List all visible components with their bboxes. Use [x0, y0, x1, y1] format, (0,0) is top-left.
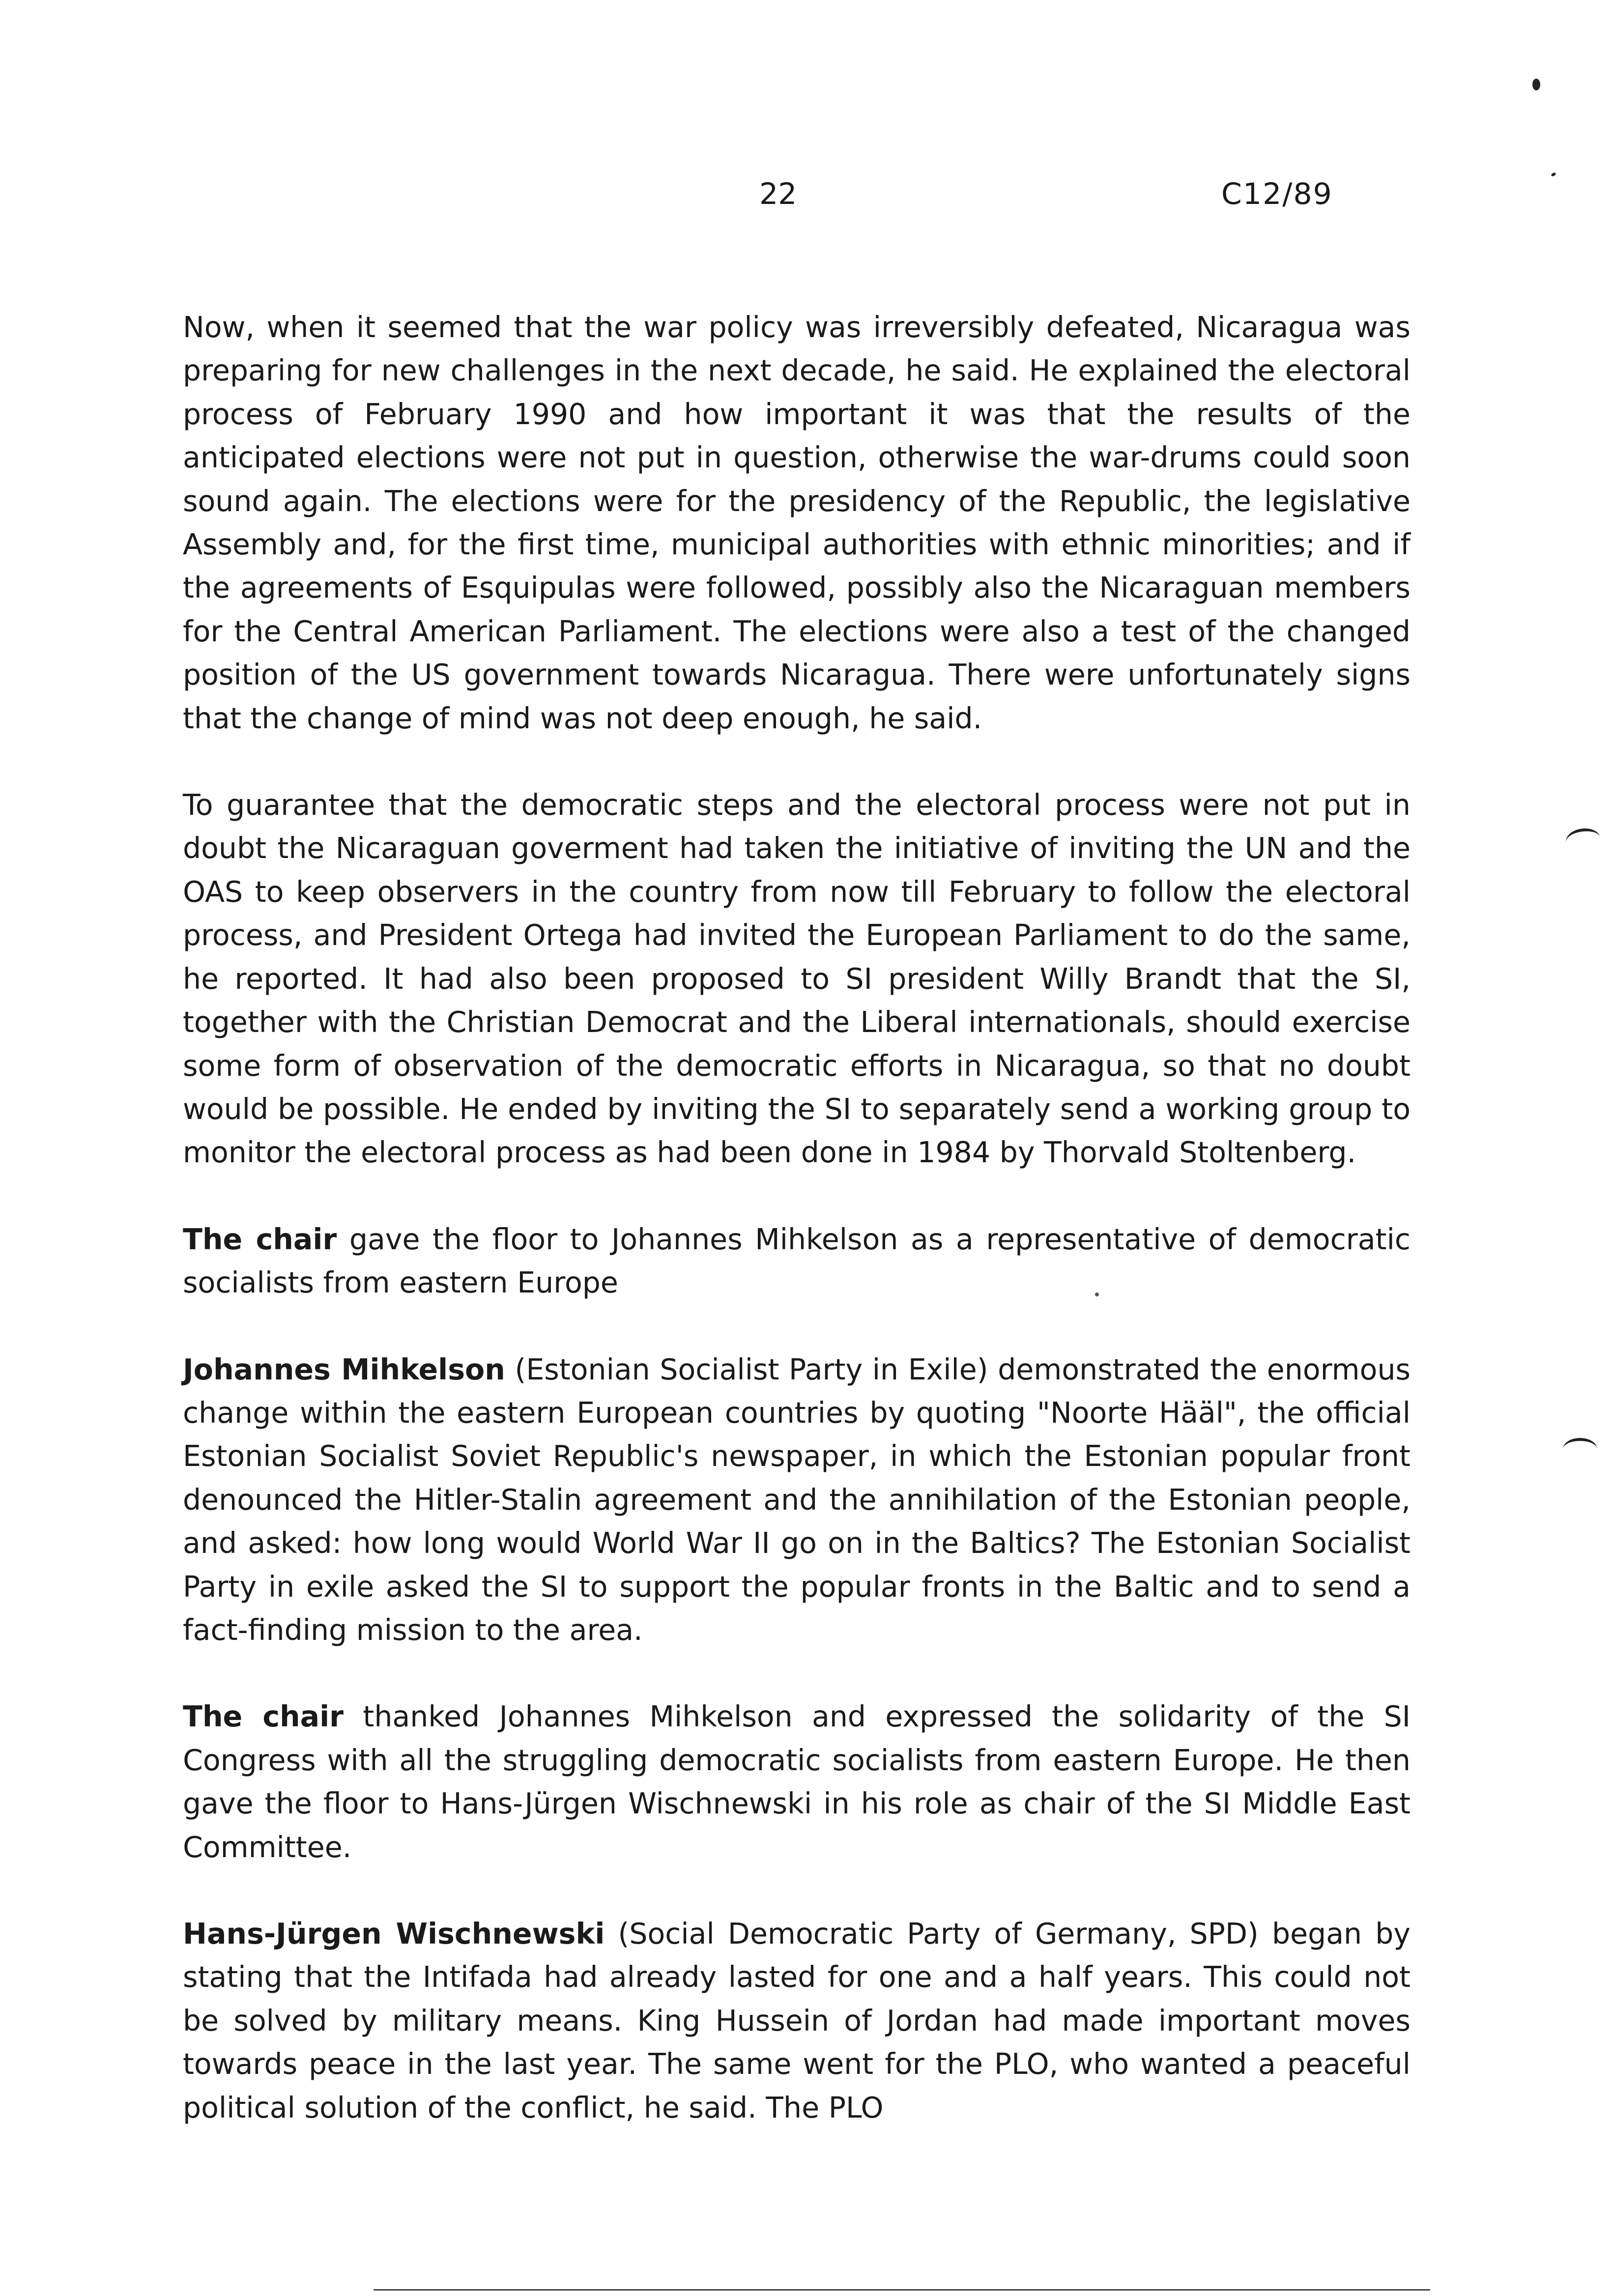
- paragraph-text: thanked Johannes Mihkelson and expressed the solidarity of the SI Congress with all the struggling democratic socialists from eastern Europe. He then gave the floor to Hans-Jürgen Wischnewski in his role as chair of the SI Middle East Committee.: [183, 1700, 1411, 1864]
- paragraph-wischnewski: [183, 1912, 1410, 2129]
- paragraph-observers: [183, 783, 1410, 1175]
- page-header: [0, 177, 1612, 221]
- speaker-name: Hans-Jürgen Wischnewski: [183, 1917, 605, 1951]
- margin-bracket-mark: [1563, 1438, 1597, 1461]
- paragraph-chair-thanks: [183, 1695, 1410, 1869]
- document-reference: C12/89: [1221, 177, 1333, 211]
- paragraph-text: Now, when it seemed that the war policy was irreversibly defeated, Nicaragua was preparing for new challenges in the next decade, he said. He explained the electoral process of February 1990 and how important it was that the results of the anticipated elections were not put in question, otherwise the war-drums could soon sound again. The elections were for the presidency of the Republic, the legislative Assembly and, for the first time, municipal authorities with ethnic minorities; and if the agreements of Esquipulas were followed, possibly also the Nicaraguan members for the Central American Parliament. The elections were also a test of the changed position of the US government towards Nicaragua. There were unfortunately signs that the change of mind was not deep enough, he said.: [183, 311, 1410, 735]
- paragraph-text: To guarantee that the democratic steps and the electoral process were not put in doubt the Nicaraguan goverment had taken the initiative of inviting the UN and the OAS to keep observers in the country from now till February to follow the electoral process, and President Ortega had invited the European Parliament to do the same, he reported. It had also been proposed to SI president Willy Brandt that the SI, together with the Christian Democrat and the Liberal internationals, should exercise some form of observation of the democratic efforts in Nicaragua, so that no doubt would be possible. He ended by inviting the SI to separately send a working group to monitor the electoral process as had been done in 1984 by Thorvald Stoltenberg.: [183, 788, 1410, 1170]
- paragraph-text: (Estonian Socialist Party in Exile) demonstrated the enormous change within the eastern European countries by quoting "Noorte Hääl", the official Estonian Socialist Soviet Republic's newspaper, in which the Estonian popular front denounced the Hitler-Stalin agreement and the annihilation of the Estonian people, and asked: how long would World War II go on in the Baltics? The Estonian Socialist Party in exile asked the SI to support the popular fronts in the Baltic and to send a fact-finding mission to the area.: [183, 1352, 1410, 1647]
- page-number: 22: [759, 177, 797, 211]
- paragraph-text: gave the floor to Johannes Mihkelson as a representative of democratic socialists from eastern Europe: [183, 1222, 1410, 1300]
- paragraph-chair-floor-mihkelson: [183, 1218, 1410, 1305]
- paragraph-mihkelson: [183, 1348, 1410, 1652]
- speaker-name: The chair: [183, 1700, 344, 1734]
- body-text: [183, 306, 1410, 2173]
- speaker-name: Johannes Mihkelson: [183, 1352, 505, 1386]
- paragraph-text: (Social Democratic Party of Germany, SPD) began by stating that the Intifada had already lasted for one and a half years. This could not be solved by military means. King Hussein of Jordan had made important moves towards peace in the last year. The same went for the PLO, who wanted a peaceful political solution of the conflict, he said. The PLO: [183, 1917, 1410, 2124]
- margin-bracket-mark: [1564, 826, 1602, 853]
- speaker-name: The chair: [183, 1222, 337, 1256]
- ink-speck: [1095, 1292, 1099, 1296]
- paragraph-nicaragua-elections: [183, 306, 1410, 740]
- page-bottom-rule: [374, 2289, 1430, 2291]
- ink-dot-mark-small: [1551, 172, 1556, 177]
- ink-dot-mark: [1532, 79, 1540, 90]
